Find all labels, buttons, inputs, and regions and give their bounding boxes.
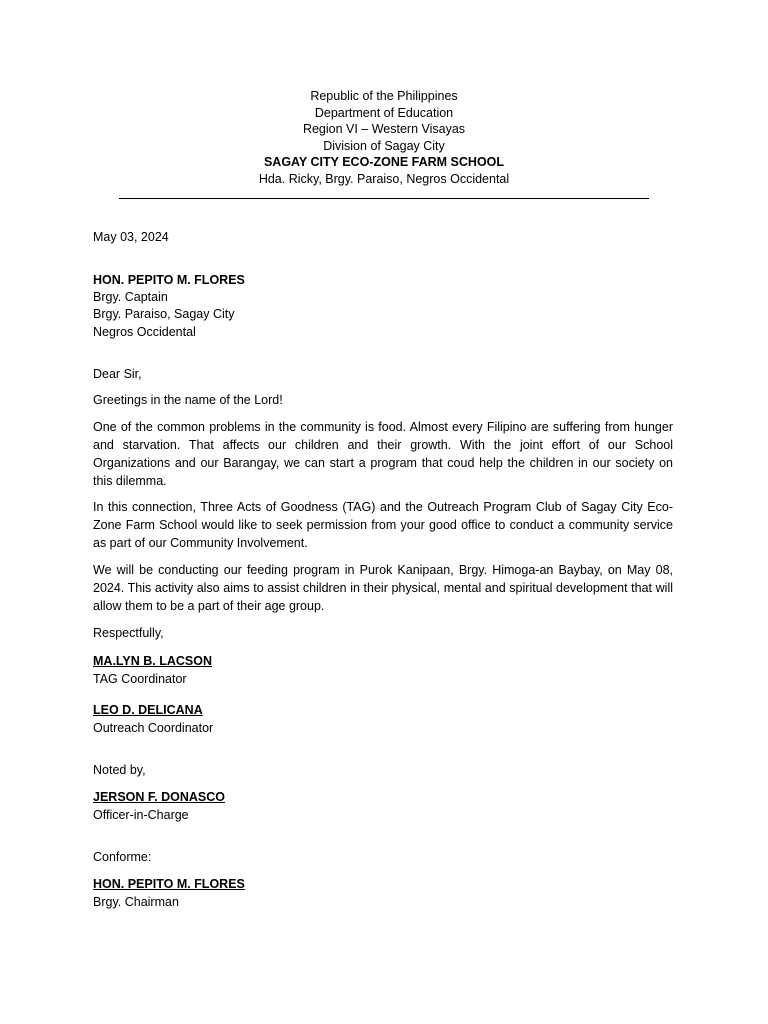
recipient-block	[93, 272, 673, 341]
conforme-label: Conforme:	[93, 850, 152, 864]
signatory-title: Outreach Coordinator	[93, 720, 214, 735]
header-divider	[119, 198, 649, 199]
closing: Respectfully,	[93, 626, 164, 640]
paragraph-2: In this connection, Three Acts of Goodness (TAG) and the Outreach Program Club of Sagay City Eco-Zone Farm School would like to seek permission from your good office to conduct a community service as part of our Community Involvement.	[93, 500, 673, 550]
conforme-name: HON. PEPITO M. FLORES	[93, 877, 245, 891]
letter-date: May 03, 2024	[93, 230, 169, 244]
greeting: Greetings in the name of the Lord!	[93, 393, 283, 407]
letterhead-school: SAGAY CITY ECO-ZONE FARM SCHOOL	[263, 155, 505, 169]
recipient-address-2: Negros Occidental	[93, 324, 196, 339]
recipient-position: Brgy. Captain	[93, 289, 168, 304]
signatory-block-2	[93, 702, 673, 737]
salutation: Dear Sir,	[93, 367, 142, 381]
conforme-title: Brgy. Chairman	[93, 894, 179, 909]
recipient-address-1: Brgy. Paraiso, Sagay City	[93, 307, 235, 321]
noted-name: JERSON F. DONASCO	[93, 790, 225, 804]
conforme-block	[93, 876, 673, 911]
signatory-name: MA.LYN B. LACSON	[93, 654, 212, 668]
letterhead	[0, 88, 768, 187]
signatory-block-1	[93, 653, 673, 688]
letterhead-department: Department of Education	[314, 105, 454, 120]
signatory-name: LEO D. DELICANA	[93, 703, 203, 717]
letterhead-division: Division of Sagay City	[323, 138, 445, 153]
letterhead-republic: Republic of the Philippines	[310, 89, 458, 103]
paragraph-3: We will be conducting our feeding program in Purok Kanipaan, Brgy. Himoga-an Baybay, on May 08, 2024. This activity also aims to assist children in their physical, mental and spiritual development that will allow them to be a part of their age group.	[93, 563, 673, 613]
paragraph-1: One of the common problems in the community is food. Almost every Filipino are suffering from hunger and starvation. That affects our children and their growth. With the joint effort of our School Organizations and our Barangay, we can start a program that coud help the children in our society on this dilemma.	[93, 420, 673, 488]
noted-label: Noted by,	[93, 763, 146, 777]
noted-block	[93, 789, 673, 824]
letterhead-address: Hda. Ricky, Brgy. Paraiso, Negros Occidental	[258, 171, 510, 186]
letterhead-region: Region VI – Western Visayas	[302, 122, 466, 136]
recipient-name: HON. PEPITO M. FLORES	[93, 273, 245, 287]
noted-title: Officer-in-Charge	[93, 807, 189, 822]
signatory-title: TAG Coordinator	[93, 671, 187, 686]
